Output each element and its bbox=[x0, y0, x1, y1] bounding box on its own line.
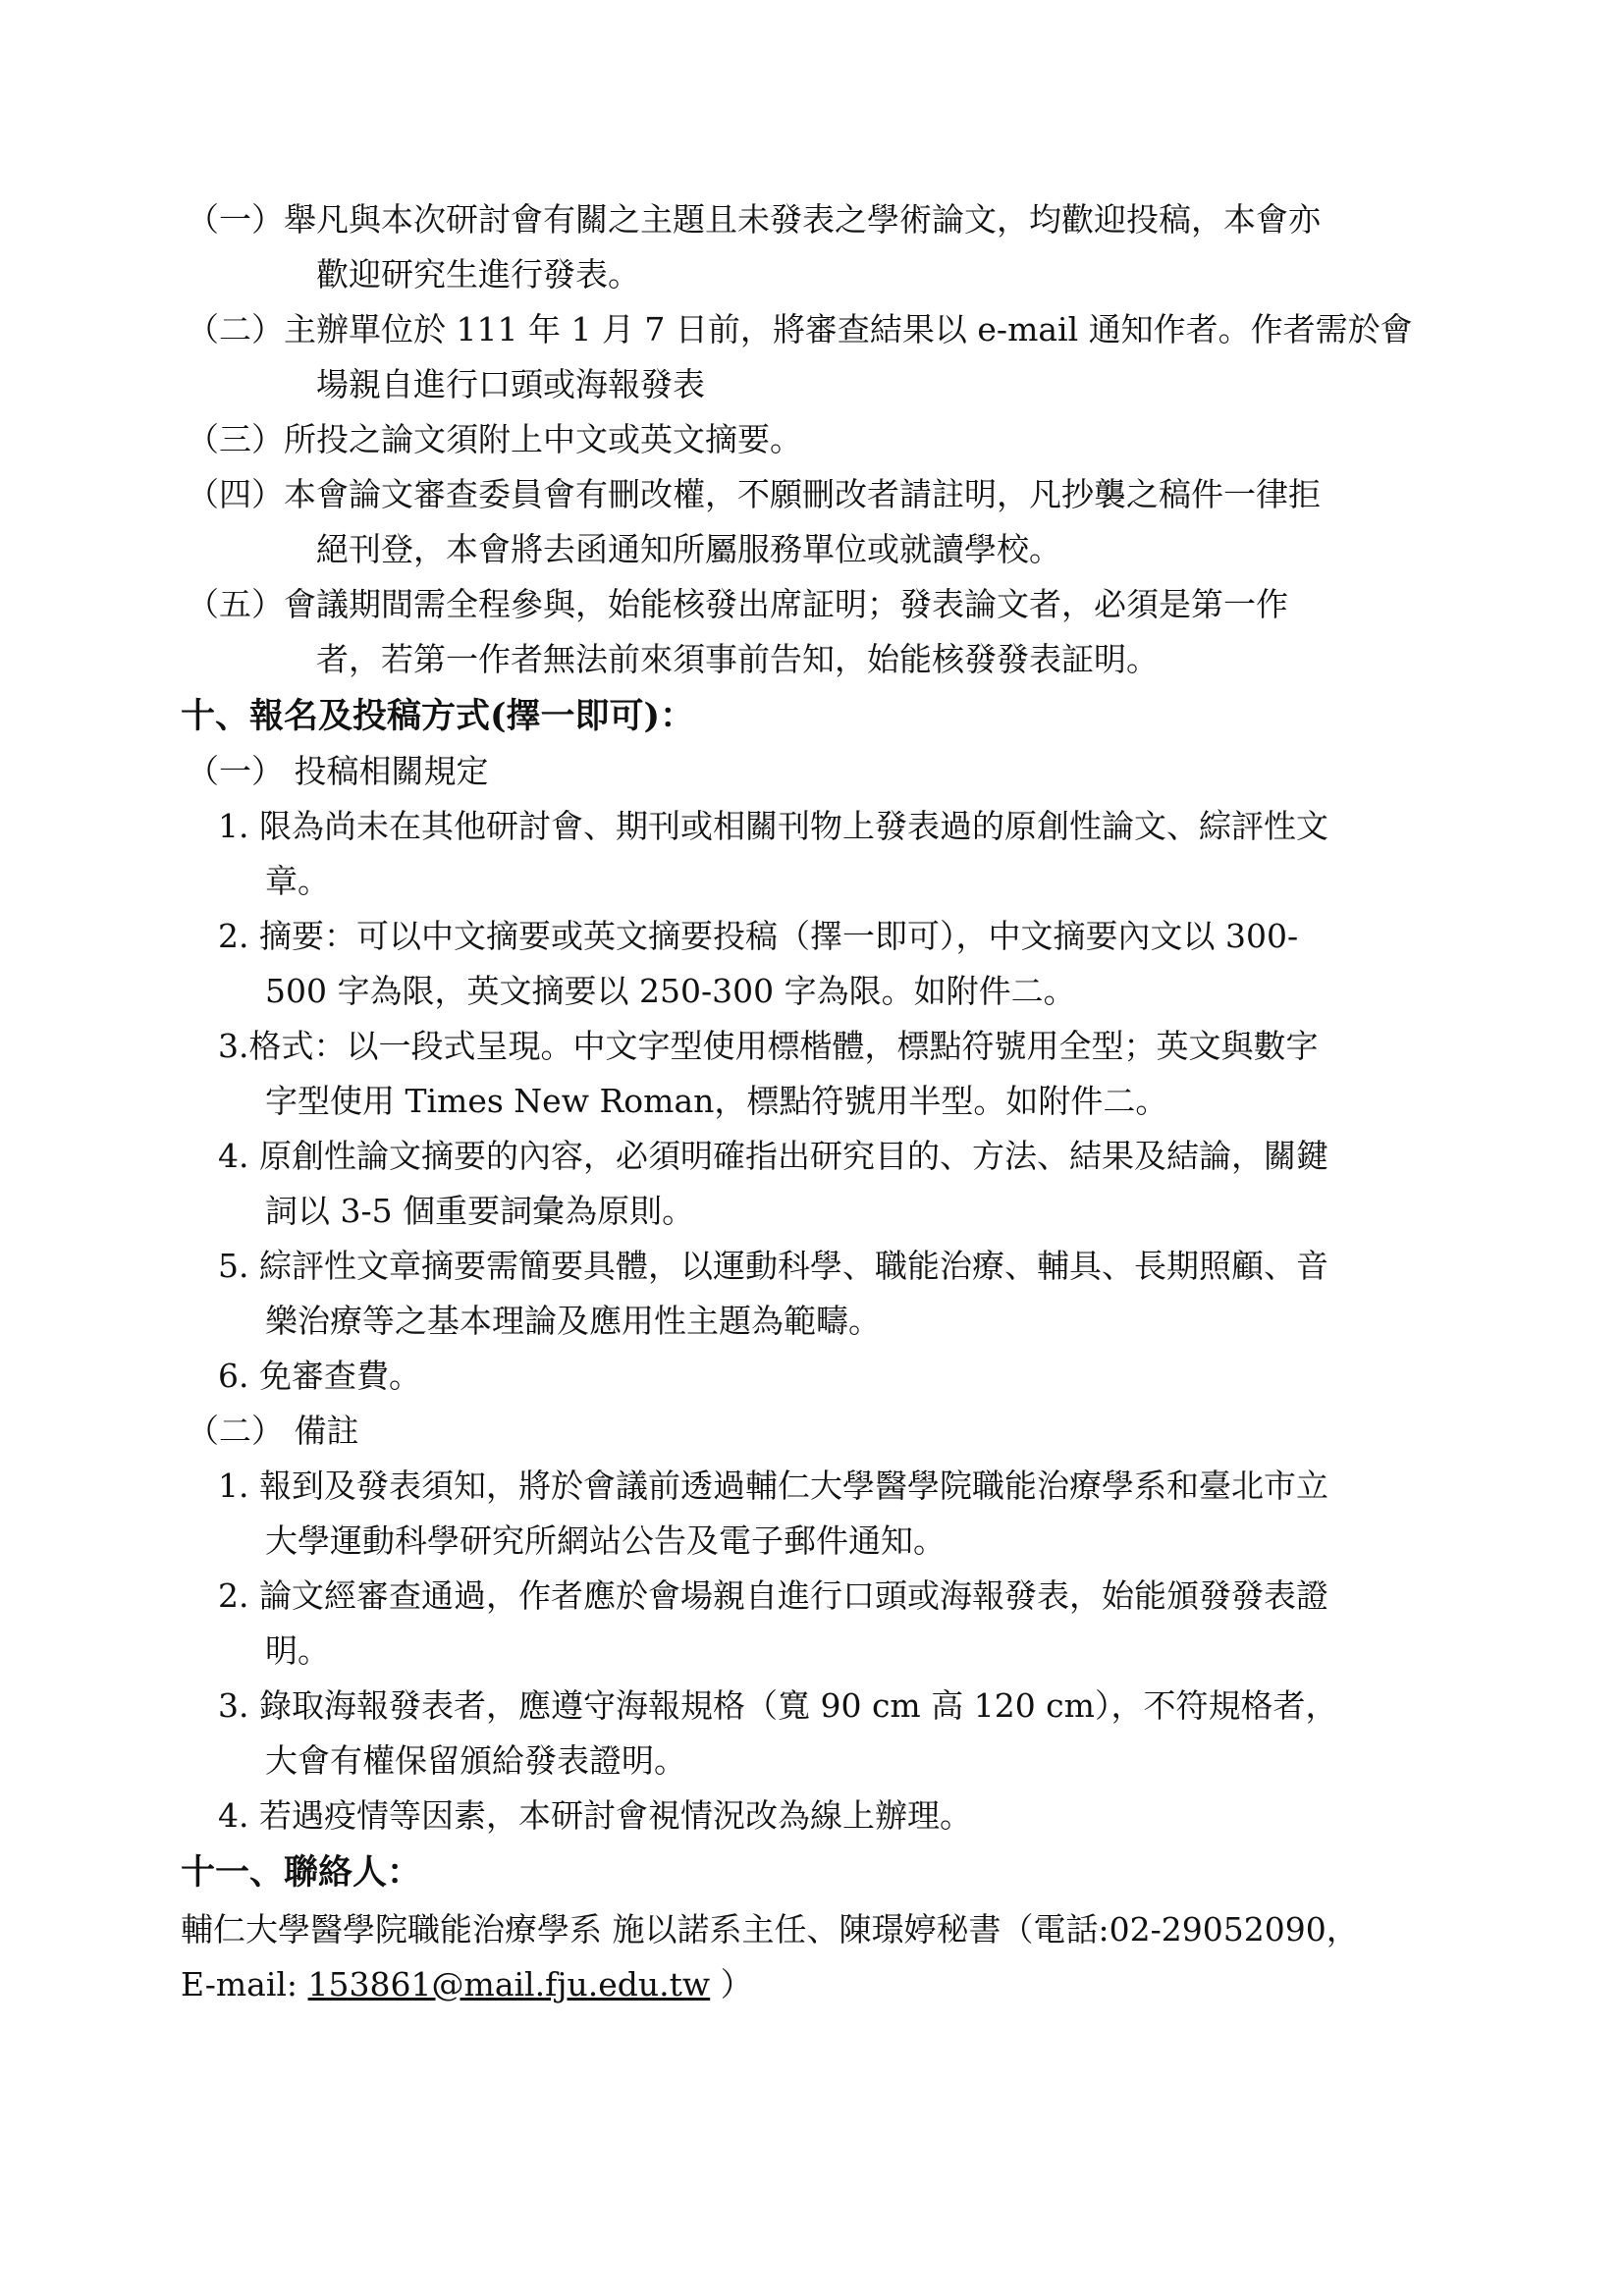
top-item-4-line2: 絕刊登，本會將去函通知所屬服務單位或就讀學校。 bbox=[316, 530, 1061, 568]
top-item-5-line2: 者，若第一作者無法前來須事前告知，始能核發發表証明。 bbox=[316, 640, 1159, 678]
section-10-heading: 十、報名及投稿方式(擇一即可)： bbox=[181, 696, 695, 736]
email-prefix: E-mail: bbox=[181, 1965, 308, 2003]
sub2-item-3-line1: 3. 錄取海報發表者，應遵守海報規格（寬 90 cm 高 120 cm），不符規格者， bbox=[218, 1686, 1338, 1725]
sub1-item-5-line2: 樂治療等之基本理論及應用性主題為範疇。 bbox=[265, 1302, 881, 1340]
sub1-item-4-line2: 詞以 3-5 個重要詞彙為原則。 bbox=[265, 1192, 695, 1230]
sub1-item-3-line1: 3.格式：以一段式呈現。中文字型使用標楷體，標點符號用全型；英文與數字 bbox=[218, 1027, 1319, 1065]
top-item-2-line1: （二）主辦單位於 111 年 1 月 7 日前，將審查結果以 e-mail 通知作者。作者需於會 bbox=[187, 310, 1413, 348]
sub1-item-1-line1: 1. 限為尚未在其他研討會、期刊或相關刊物上發表過的原創性論文、綜評性文 bbox=[218, 807, 1328, 845]
top-item-4-line1: （四）本會論文審查委員會有刪改權，不願刪改者請註明，凡抄襲之稿件一律拒 bbox=[187, 475, 1321, 513]
top-item-1-line1: （一）舉凡與本次研討會有關之主題且未發表之學術論文，均歡迎投稿，本會亦 bbox=[187, 200, 1321, 239]
sub2-item-1-line1: 1. 報到及發表須知，將於會議前透過輔仁大學醫學院職能治療學系和臺北市立 bbox=[218, 1467, 1328, 1505]
sub1-item-5-line1: 5. 綜評性文章摘要需簡要具體，以運動科學、職能治療、輔具、長期照顧、音 bbox=[218, 1247, 1328, 1285]
sub1-item-2-line2: 500 字為限，英文摘要以 250-300 字為限。如附件二。 bbox=[265, 972, 1076, 1010]
top-item-5-line1: （五）會議期間需全程參與，始能核發出席証明；發表論文者，必須是第一作 bbox=[187, 585, 1288, 623]
sub2-item-2-line1: 2. 論文經審查通過，作者應於會場親自進行口頭或海報發表，始能頒發發表證 bbox=[218, 1576, 1328, 1615]
contact-line: 輔仁大學醫學院職能治療學系 施以諾系主任、陳璟婷秘書（電話:02-29052090， bbox=[181, 1910, 1359, 1949]
email-line bbox=[181, 1957, 753, 2012]
sub1-item-2-line1: 2. 摘要：可以中文摘要或英文摘要投稿（擇一即可），中文摘要內文以 300- bbox=[218, 917, 1299, 955]
section-11-heading: 十一、聯絡人： bbox=[181, 1852, 422, 1893]
sub2-item-3-line2: 大會有權保留頒給發表證明。 bbox=[265, 1741, 686, 1780]
section-10-sub2-title: （二） 備註 bbox=[187, 1412, 359, 1450]
sub2-item-4-line1: 4. 若遇疫情等因素，本研討會視情況改為線上辦理。 bbox=[218, 1796, 972, 1835]
sub1-item-1-line2: 章。 bbox=[265, 862, 330, 900]
sub1-item-4-line1: 4. 原創性論文摘要的內容，必須明確指出研究目的、方法、結果及結論，關鍵 bbox=[218, 1137, 1328, 1175]
email-link[interactable]: 153861@mail.fju.edu.tw bbox=[307, 1965, 711, 2003]
top-item-2-line2: 場親自進行口頭或海報發表 bbox=[316, 365, 705, 403]
section-10-sub1-title: （一） 投稿相關規定 bbox=[187, 752, 489, 790]
top-item-3-line1: （三）所投之論文須附上中文或英文摘要。 bbox=[187, 420, 802, 458]
sub1-item-3-line2: 字型使用 Times New Roman，標點符號用半型。如附件二。 bbox=[265, 1082, 1168, 1120]
top-item-1-line2: 歡迎研究生進行發表。 bbox=[316, 255, 640, 294]
email-suffix: ） bbox=[710, 1965, 753, 2003]
sub2-item-2-line2: 明。 bbox=[265, 1631, 330, 1670]
sub2-item-1-line2: 大學運動科學研究所網站公告及電子郵件通知。 bbox=[265, 1522, 946, 1560]
sub1-item-6-line1: 6. 免審查費。 bbox=[218, 1357, 421, 1395]
